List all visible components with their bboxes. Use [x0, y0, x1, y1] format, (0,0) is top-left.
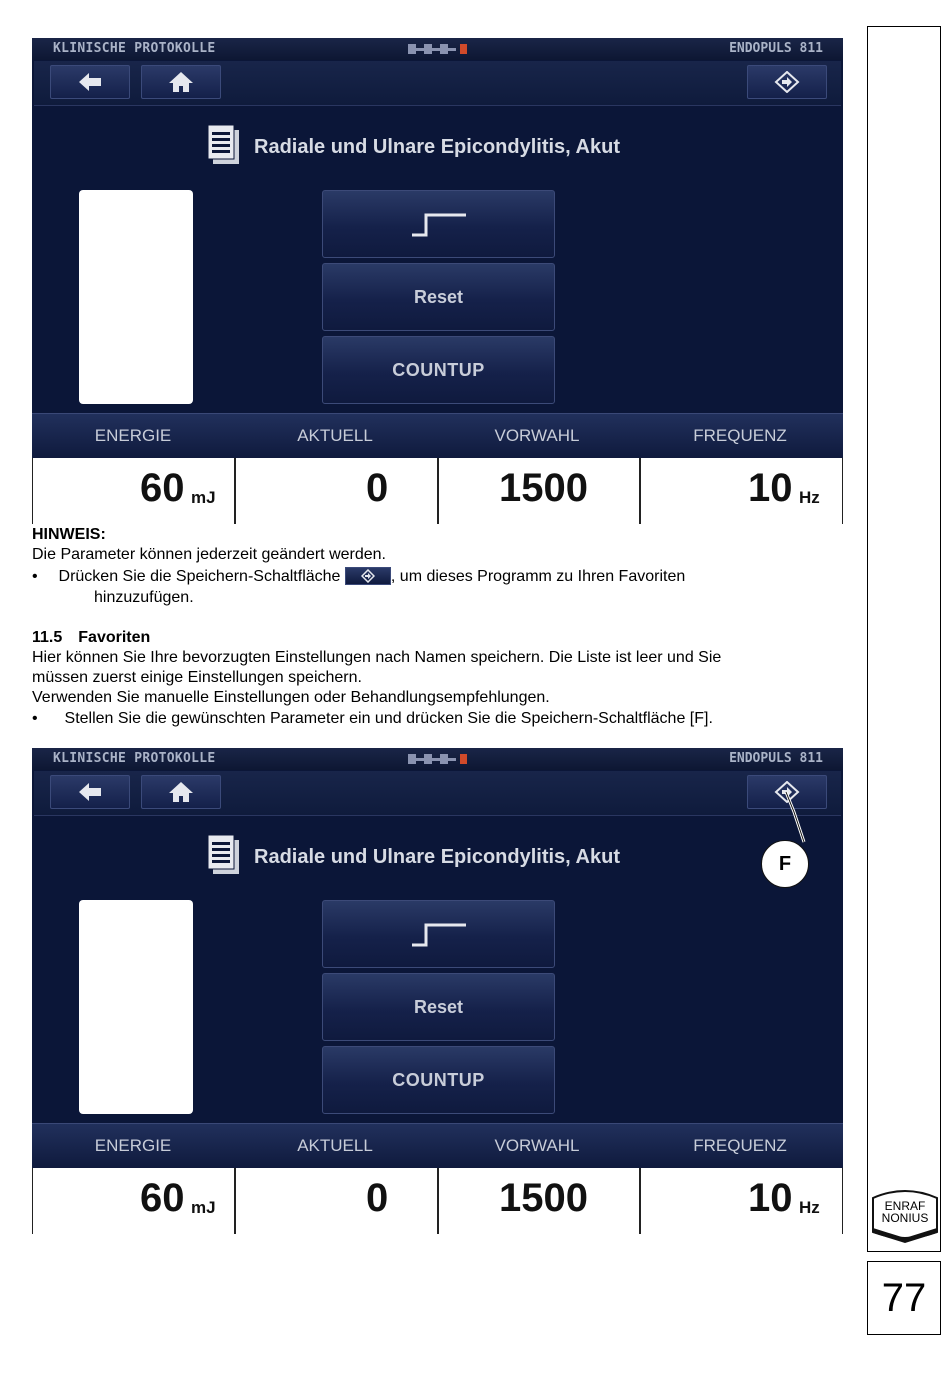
header-frequenz: FREQUENZ — [693, 426, 787, 445]
back-button[interactable] — [50, 775, 130, 809]
bullet2-text: Stellen Sie die gewünschten Parameter ein und drücken Sie die Speichern-Schaltfläche [F]. — [64, 710, 713, 727]
enraf-nonius-logo — [869, 1186, 941, 1244]
para1-line2: müssen zuerst einige Einstellungen speichern. — [32, 669, 362, 686]
status-bar — [32, 748, 843, 770]
header-energie: ENERGIE — [94, 1136, 172, 1155]
param-header-row — [32, 413, 843, 458]
frequenz-value: 10 — [748, 1176, 793, 1220]
bullet-marker: • — [32, 568, 38, 585]
ramp-mode-button[interactable] — [322, 190, 555, 258]
section-number: 11.5 — [32, 629, 63, 646]
section-title: Favoriten — [78, 629, 151, 646]
status-bar — [32, 38, 843, 60]
back-button[interactable] — [50, 65, 130, 99]
vorwahl-value-field[interactable] — [439, 1168, 641, 1234]
aktuell-value: 0 — [366, 466, 389, 510]
aktuell-value: 0 — [366, 1176, 389, 1220]
param-values-row — [32, 1168, 843, 1234]
mode-label: KLINISCHE PROTOKOLLE — [53, 41, 216, 56]
reset-button[interactable]: Reset — [322, 263, 555, 331]
hinweis-text: Die Parameter können jederzeit geändert werden. — [32, 546, 386, 563]
frequenz-value-field[interactable] — [641, 1168, 843, 1234]
protocol-title: Radiale und Ulnare Epicondylitis, Akut — [254, 846, 620, 868]
reset-button[interactable]: Reset — [322, 973, 555, 1041]
save-icon — [774, 71, 800, 93]
header-frequenz: FREQUENZ — [693, 1136, 787, 1155]
header-energie: ENERGIE — [94, 426, 172, 445]
margin-tab — [867, 26, 941, 1252]
hinweis-heading: HINWEIS: — [32, 526, 106, 543]
intensity-panel — [79, 900, 193, 1114]
energie-value-field[interactable] — [32, 1168, 236, 1234]
inline-save-icon — [345, 567, 391, 585]
frequenz-unit: Hz — [799, 488, 820, 507]
countup-button[interactable]: COUNTUP — [322, 1046, 555, 1114]
page-number: 77 — [881, 1275, 927, 1320]
bullet1-text-c: hinzuzufügen. — [94, 589, 194, 606]
energie-value: 60 — [140, 466, 185, 510]
device-name: ENDOPULS 811 — [729, 41, 823, 56]
home-button[interactable] — [141, 775, 221, 809]
para1-line1: Hier können Sie Ihre bevorzugten Einstellungen nach Namen speichern. Die Liste ist leer und Sie — [32, 649, 722, 666]
intensity-panel — [79, 190, 193, 404]
aktuell-value-field — [236, 458, 439, 524]
document-icon — [207, 834, 241, 876]
vorwahl-value-field[interactable] — [439, 458, 641, 524]
step-ramp-icon — [410, 209, 468, 239]
device-name: ENDOPULS 811 — [729, 751, 823, 766]
vorwahl-value: 1500 — [499, 466, 588, 510]
page-number-box — [867, 1261, 941, 1335]
back-arrow-icon — [77, 71, 103, 93]
home-icon — [168, 71, 194, 93]
section-heading — [32, 628, 150, 648]
energie-value: 60 — [140, 1176, 185, 1220]
frequenz-value: 10 — [748, 466, 793, 510]
energie-unit: mJ — [191, 1198, 216, 1217]
bullet-save-hint — [32, 567, 685, 587]
device-screen-2 — [32, 748, 843, 1234]
header-aktuell: AKTUELL — [297, 426, 373, 445]
logo-brand-line2: NONIUS — [881, 1211, 929, 1225]
aktuell-value-field — [236, 1168, 439, 1234]
param-header-row — [32, 1123, 843, 1168]
countup-button[interactable]: COUNTUP — [322, 336, 555, 404]
bullet-marker: • — [32, 710, 38, 727]
frequenz-value-field[interactable] — [641, 458, 843, 524]
document-icon — [207, 124, 241, 166]
device-screen-1 — [32, 38, 843, 524]
device-indicator-icon — [408, 43, 468, 55]
vorwahl-value: 1500 — [499, 1176, 588, 1220]
mode-label: KLINISCHE PROTOKOLLE — [53, 751, 216, 766]
param-values-row — [32, 458, 843, 524]
bullet1-text-b: , um dieses Programm zu Ihren Favoriten — [390, 568, 686, 585]
device-indicator-icon — [408, 753, 468, 765]
save-button[interactable] — [747, 65, 827, 99]
frequenz-unit: Hz — [799, 1198, 820, 1217]
nav-bar — [34, 61, 841, 106]
bullet1-text-a: Drücken Sie die Speichern-Schaltfläche — [58, 568, 341, 585]
nav-bar — [34, 771, 841, 816]
energie-unit: mJ — [191, 488, 216, 507]
para2: Verwenden Sie manuelle Einstellungen oder Behandlungsempfehlungen. — [32, 689, 550, 706]
header-vorwahl: VORWAHL — [494, 1136, 580, 1155]
bullet-favorites — [32, 709, 713, 729]
energie-value-field[interactable] — [32, 458, 236, 524]
protocol-title: Radiale und Ulnare Epicondylitis, Akut — [254, 136, 620, 158]
home-button[interactable] — [141, 65, 221, 99]
callout-f: F — [761, 840, 809, 888]
back-arrow-icon — [77, 781, 103, 803]
header-aktuell: AKTUELL — [297, 1136, 373, 1155]
logo-brand-line1: ENRAF — [884, 1199, 926, 1213]
ramp-mode-button[interactable] — [322, 900, 555, 968]
step-ramp-icon — [410, 919, 468, 949]
header-vorwahl: VORWAHL — [494, 426, 580, 445]
home-icon — [168, 781, 194, 803]
